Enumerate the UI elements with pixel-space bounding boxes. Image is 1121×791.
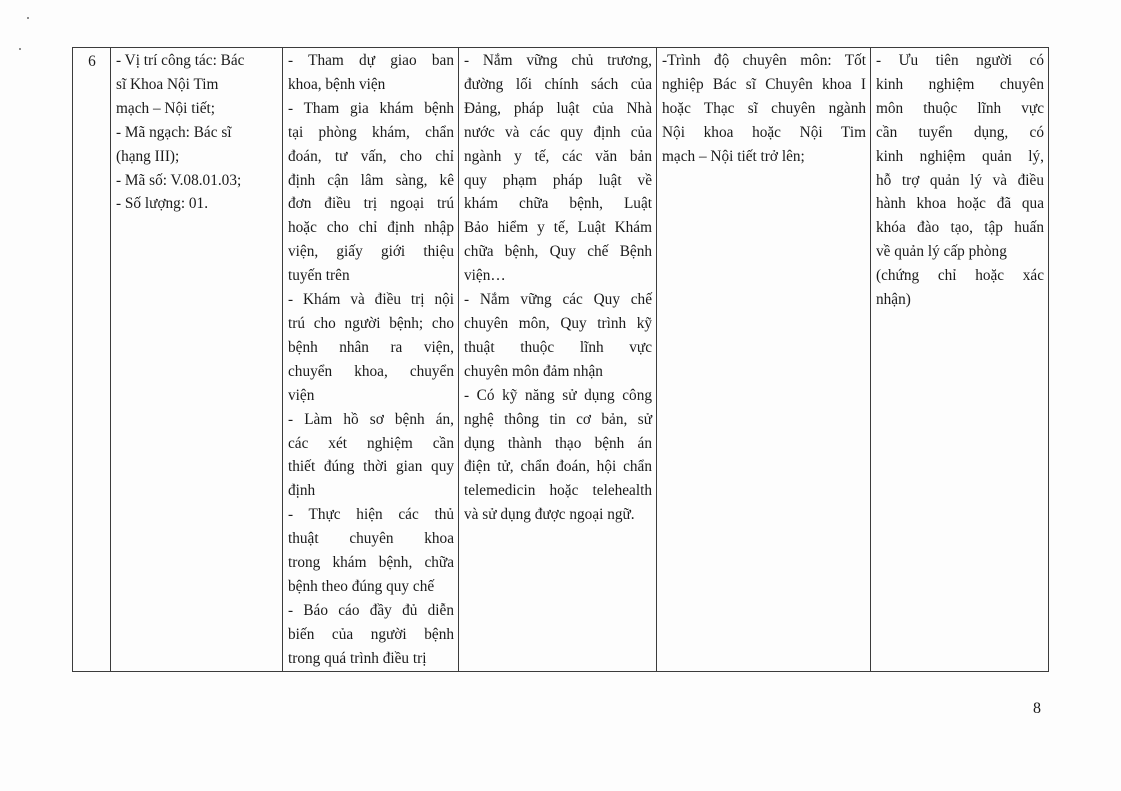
duties-line: bệnh theo đúng quy chế — [288, 577, 435, 595]
duties-line: - Thực hiện các thủ — [288, 506, 454, 524]
qualification-line: -Trình độ chuyên môn: Tốt — [662, 52, 866, 69]
knowledge-line: telemedicin hoặc telehealth — [464, 482, 652, 500]
duties-line: - Tham dự giao ban — [288, 52, 454, 69]
duties-line: viện, giấy giới thiệu — [288, 243, 454, 261]
stt-cell — [73, 48, 111, 672]
position-info-line: sĩ Khoa Nội Tim — [116, 75, 219, 93]
duties-line: đơn điều trị ngoại trú — [288, 195, 454, 213]
priority-line: nhận) — [876, 291, 911, 309]
priority-line: (chứng chỉ hoặc xác — [876, 267, 1044, 285]
table-row — [73, 48, 1049, 672]
knowledge-text — [459, 48, 656, 527]
qualification-line: nghiệp Bác sĩ Chuyên khoa I — [662, 75, 866, 93]
position-info-text — [111, 48, 282, 216]
knowledge-line: - Có kỹ năng sử dụng công — [464, 386, 652, 404]
duties-text — [283, 48, 458, 671]
knowledge-line: Bảo hiểm y tế, Luật Khám — [464, 219, 652, 237]
duties-line: - Khám và điều trị nội — [288, 291, 454, 309]
priority-line: kinh nghiệm chuyên — [876, 75, 1044, 93]
qualification-line: hoặc Thạc sĩ chuyên ngành — [662, 99, 866, 117]
knowledge-line: chuyên môn, Quy trình kỹ — [464, 314, 652, 332]
position-info-line: - Mã ngạch: Bác sĩ — [116, 123, 232, 141]
knowledge-line: viện… — [464, 267, 506, 285]
knowledge-line: dụng thành thạo bệnh án — [464, 434, 652, 452]
priority-line: môn thuộc lĩnh vực — [876, 99, 1044, 117]
priority-line: kinh nghiệm quản lý, — [876, 147, 1044, 165]
duties-cell — [283, 48, 459, 672]
position-info-line: (hạng III); — [116, 147, 180, 165]
duties-line: đoán, tư vấn, cho chỉ — [288, 147, 454, 165]
knowledge-line: và sử dụng được ngoại ngữ. — [464, 506, 635, 524]
duties-line: - Tham gia khám bệnh — [288, 99, 454, 117]
duties-line: thuật chuyên khoa — [288, 530, 454, 548]
scan-speck — [27, 17, 29, 19]
duties-line: tại phòng khám, chẩn — [288, 123, 454, 141]
duties-line: các xét nghiệm cần — [288, 434, 454, 452]
knowledge-line: khám chữa bệnh, Luật — [464, 195, 652, 213]
priority-cell — [871, 48, 1049, 672]
knowledge-line: chuyên môn đảm nhận — [464, 362, 603, 380]
priority-line: về quản lý cấp phòng — [876, 243, 1007, 261]
knowledge-line: quy phạm pháp luật về — [464, 171, 652, 189]
knowledge-line: nước và các quy định của — [464, 123, 652, 141]
duties-line: định cận lâm sàng, kê — [288, 171, 454, 189]
duties-line: tuyến trên — [288, 267, 350, 285]
duties-line: hoặc cho chỉ định nhập — [288, 219, 454, 237]
duties-line: biến của người bệnh — [288, 625, 454, 643]
position-info-line: - Số lượng: 01. — [116, 195, 209, 213]
priority-line: khóa đào tạo, tập huấn — [876, 219, 1044, 237]
duties-line: thiết đúng thời gian quy — [288, 458, 454, 476]
knowledge-line: thuật thuộc lĩnh vực — [464, 338, 652, 356]
position-info-line: - Vị trí công tác: Bác — [116, 52, 245, 69]
duties-line: bệnh nhân ra viện, — [288, 338, 454, 356]
duties-line: viện — [288, 386, 315, 404]
qualification-line: mạch – Nội tiết trở lên; — [662, 147, 805, 165]
position-info-cell — [111, 48, 283, 672]
knowledge-line: ngành y tế, các văn bản — [464, 147, 652, 165]
priority-line: cần tuyển dụng, có — [876, 123, 1044, 141]
qualification-text — [657, 48, 870, 169]
knowledge-line: - Nắm vững chủ trương, — [464, 52, 652, 69]
page-number: 8 — [1033, 700, 1041, 717]
duties-line: - Báo cáo đầy đủ diễn — [288, 601, 454, 619]
knowledge-line: điện tử, chẩn đoán, hội chẩn — [464, 458, 652, 476]
duties-line: - Làm hồ sơ bệnh án, — [288, 410, 454, 428]
qualification-cell — [657, 48, 871, 672]
qualification-line: Nội khoa hoặc Nội Tim — [662, 123, 866, 141]
priority-line: - Ưu tiên người có — [876, 52, 1044, 69]
knowledge-line: đường lối chính sách của — [464, 75, 652, 93]
duties-line: trong khám bệnh, chữa — [288, 554, 454, 572]
scan-speck — [19, 48, 21, 50]
duties-line: chuyển khoa, chuyển — [288, 362, 454, 380]
knowledge-line: chữa bệnh, Quy chế Bệnh — [464, 243, 652, 261]
knowledge-line: nghệ thông tin cơ bản, sử — [464, 410, 652, 428]
knowledge-line: Đảng, pháp luật của Nhà — [464, 99, 652, 117]
knowledge-cell — [459, 48, 657, 672]
recruitment-table — [72, 47, 1049, 672]
priority-line: hỗ trợ quản lý và điều — [876, 171, 1044, 189]
stt-number: 6 — [88, 53, 96, 70]
duties-line: định — [288, 482, 316, 500]
duties-line: khoa, bệnh viện — [288, 75, 386, 93]
duties-line: trong quá trình điều trị — [288, 649, 427, 667]
priority-text — [871, 48, 1048, 312]
knowledge-line: - Nắm vững các Quy chế — [464, 291, 652, 309]
duties-line: trú cho người bệnh; cho — [288, 314, 454, 332]
position-info-line: - Mã số: V.08.01.03; — [116, 171, 242, 189]
priority-line: hành khoa hoặc đã qua — [876, 195, 1044, 213]
position-info-line: mạch – Nội tiết; — [116, 99, 215, 117]
